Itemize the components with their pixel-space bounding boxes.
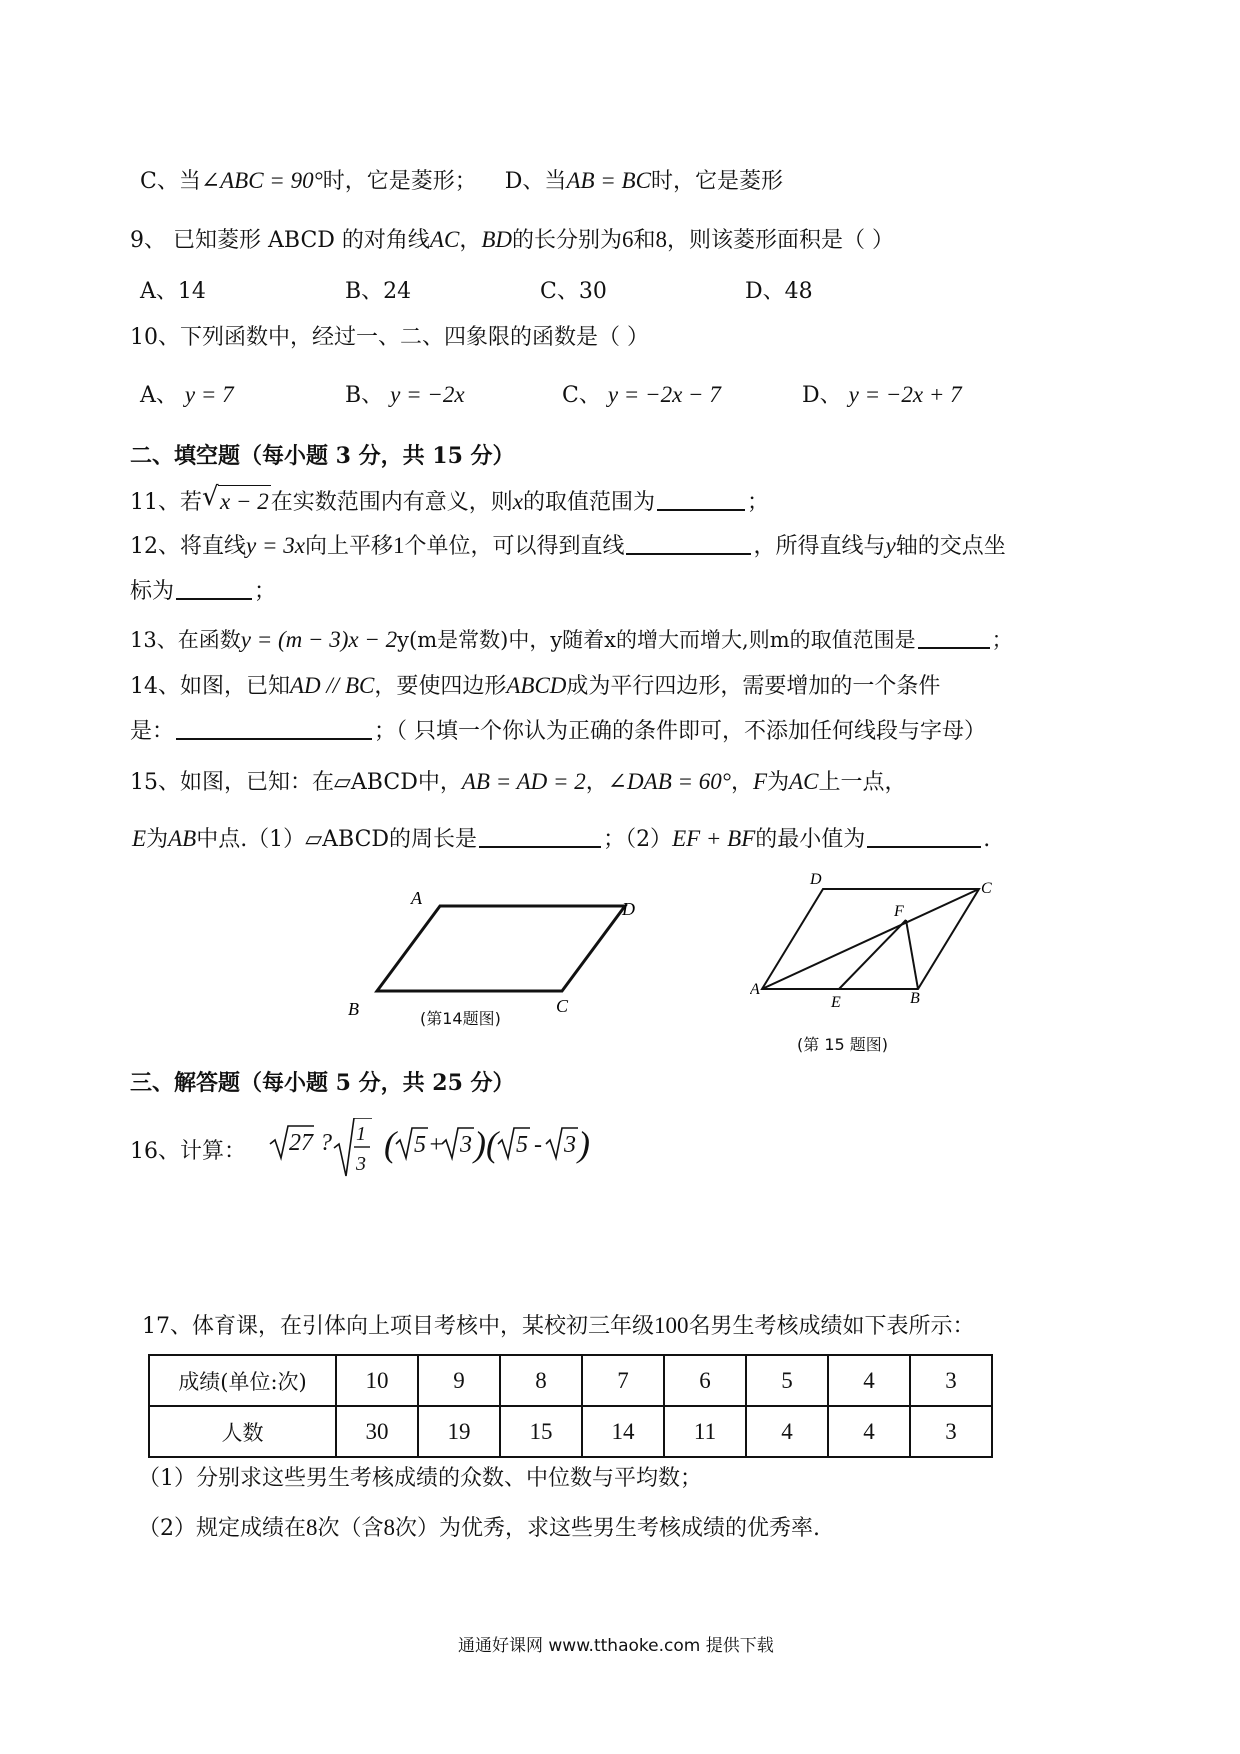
q17-p2-n1: 8: [306, 1515, 318, 1540]
q12-expr: y = 3x: [246, 533, 305, 558]
q11-mid: 在实数范围内有意义，则: [270, 490, 513, 515]
q12-line2-b: ；: [254, 579, 277, 604]
q12-answer-blank-1[interactable]: [626, 531, 751, 555]
q15-c: ，: [585, 770, 608, 795]
q10-a-label: A、: [140, 383, 178, 408]
q17-n100: 100: [654, 1313, 689, 1338]
section-2-heading: 二、填空题（每小题 3 分，共 15 分）: [130, 443, 515, 469]
fig15-label-e: E: [831, 994, 841, 1011]
q15-f: F: [753, 769, 768, 794]
q13-end: ；: [991, 628, 1013, 652]
q14: [130, 670, 940, 703]
section-3-heading: 三、解答题（每小题 5 分，共 25 分）: [130, 1070, 515, 1096]
q12: [130, 530, 1006, 563]
q9-option-c: C、30: [540, 279, 607, 304]
fig14-label-b: B: [348, 999, 359, 1019]
q9-stem-b: 的长分别为: [512, 228, 623, 253]
fig15-caption: (第 15 题图): [797, 1035, 889, 1054]
q10-stem: 10、下列函数中，经过一、二、四象限的函数是（ ）: [130, 325, 649, 350]
fig14-label-d: D: [622, 899, 635, 919]
q14-line2-b: ；（ 只填一个你认为正确的条件即可，不添加任何线段与字母）: [374, 719, 987, 744]
q14-expr: AD // BC: [290, 673, 375, 698]
q12-n1: 1: [392, 533, 405, 558]
figure-15-parallelogram: [750, 868, 1010, 1018]
q15-parallelogram: ▱ABCD: [334, 770, 418, 795]
q9-bd: BD: [481, 227, 512, 252]
q8-c-expr: ∠ABC = 90°: [200, 168, 323, 193]
q17-p2-n2: 8: [383, 1515, 396, 1540]
q16-frac-num: 1: [356, 1123, 366, 1145]
q17-stem-a: 17、体育课，在引体向上项目考核中，某校初三年级: [142, 1314, 654, 1339]
q8-c-prefix: C、当: [140, 169, 201, 194]
q10-a-expr: y = 7: [184, 382, 234, 407]
q10-d-expr: y = −2x + 7: [848, 382, 962, 407]
q15-d: ，: [730, 770, 753, 795]
q12-answer-blank-2[interactable]: [176, 576, 252, 600]
q14-b: ，要使四边形: [374, 674, 507, 699]
table-cell: 4: [828, 1355, 910, 1406]
q10-option-d: [802, 379, 962, 412]
svg-text:(: (: [486, 1124, 498, 1164]
q9-n6: 6: [622, 227, 634, 252]
svg-text:): ): [578, 1124, 590, 1164]
q10-d-label: D、: [802, 383, 842, 408]
q9-option-d: D、48: [745, 279, 813, 304]
q9-option-b: B、24: [345, 279, 412, 304]
q10-option-a: [140, 379, 234, 412]
q10-option-c: [562, 379, 721, 412]
q16-r27: 27: [289, 1130, 313, 1156]
q9-option-a: A、14: [140, 279, 206, 304]
q12-line2: [130, 576, 276, 608]
q16-prefix: 16、计算：: [130, 1139, 246, 1164]
q14-abcd: ABCD: [506, 673, 567, 698]
q15-line2-d: ；（2）: [603, 827, 673, 852]
table-header-count: 人数: [149, 1406, 336, 1457]
table-cell: 10: [336, 1355, 418, 1406]
table-cell: 4: [828, 1406, 910, 1457]
q15-expr-2: ∠DAB = 60°: [607, 769, 731, 794]
q15-e: 为: [767, 770, 790, 795]
q8-d-expr: AB = BC: [566, 168, 651, 193]
q16-r3-b: 3: [564, 1132, 576, 1158]
table-cell: 5: [746, 1355, 828, 1406]
fig15-label-f: F: [894, 903, 904, 920]
q10-option-b: [345, 379, 465, 412]
q8-d-suffix: 时，它是菱形: [650, 169, 783, 194]
q15-prefix: 15、如图，已知：在: [130, 770, 334, 795]
q14-line2: [130, 716, 986, 748]
q15: [130, 766, 906, 799]
q9-stem-c: ，则该菱形面积是（ ）: [667, 228, 895, 253]
table-cell: 6: [664, 1355, 746, 1406]
q9-comma: ，: [459, 228, 482, 253]
q12-c: 个单位，可以得到直线: [404, 534, 625, 559]
fig14-caption: (第14题图): [420, 1009, 501, 1028]
q15-line2-b: 中点.（1）: [196, 827, 306, 852]
table-cell: 19: [418, 1406, 500, 1457]
q16-operator: ?: [320, 1130, 332, 1156]
q8-c-suffix: 时，它是菱形；: [322, 169, 477, 194]
q15-line2-g: .: [983, 827, 991, 852]
q11: [130, 482, 769, 519]
table-cell: 7: [582, 1355, 664, 1406]
q15-line2-e: E: [132, 826, 147, 851]
q10-c-expr: y = −2x − 7: [607, 382, 721, 407]
q10-b-expr: y = −2x: [390, 382, 465, 407]
q14-prefix: 14、如图，已知: [130, 674, 290, 699]
q15-line2-ab: AB: [168, 826, 197, 851]
q11-end: ；: [746, 490, 769, 515]
q16-r5-a: 5: [414, 1132, 426, 1158]
q17-p2-a: （2）规定成绩在: [138, 1516, 306, 1541]
q12-e: 轴的交点坐: [895, 534, 1006, 559]
q11-x: x: [512, 489, 523, 514]
q14-line2-a: 是：: [130, 719, 175, 744]
q8-d-prefix: D、当: [504, 169, 567, 194]
q15-line2-parallelogram: ▱ABCD: [305, 827, 390, 852]
fig15-label-a: A: [750, 981, 760, 998]
table-cell: 4: [746, 1406, 828, 1457]
q8-options: [140, 165, 783, 198]
table-cell: 8: [500, 1355, 582, 1406]
q15-line2-f: 的最小值为: [755, 827, 866, 852]
q12-b: 向上平移: [304, 534, 393, 559]
q9-and: 和: [633, 228, 656, 253]
fig15-label-c: C: [981, 880, 992, 897]
q12-d: ，所得直线与: [753, 534, 886, 559]
q12-line2-a: 标为: [130, 579, 175, 604]
fig14-label-a: A: [411, 888, 422, 908]
q13-mid: y(m是常数)中，y随着x的增大而增大,则m的取值范围是: [397, 628, 916, 652]
table-cell: 30: [336, 1406, 418, 1457]
q11-tail: 的取值范围为: [522, 490, 655, 515]
q15-line2-a: 为: [146, 827, 169, 852]
table-cell: 15: [500, 1406, 582, 1457]
table-cell: 11: [664, 1406, 746, 1457]
table-cell: 3: [910, 1406, 992, 1457]
q16-r3-a: 3: [460, 1132, 472, 1158]
q16-expression: [268, 1118, 608, 1196]
q17-part-2: [138, 1512, 820, 1545]
fig15-label-d: D: [810, 871, 822, 888]
q12-prefix: 12、将直线: [130, 534, 246, 559]
q15-line2: [132, 823, 990, 856]
q10-c-label: C、: [562, 383, 601, 408]
q13-prefix: 13、在函数: [130, 628, 241, 652]
footer-source: 通通好课网 www.tthaoke.com 提供下载: [458, 1636, 774, 1656]
q9-stem: [130, 224, 894, 257]
table-row: [149, 1406, 992, 1457]
q17-part-1: （1）分别求这些男生考核成绩的众数、中位数与平均数；: [138, 1466, 702, 1491]
q17-stem: [142, 1310, 975, 1343]
q16-minus: -: [534, 1132, 542, 1158]
q14-c: 成为平行四边形，需要增加的一个条件: [566, 674, 941, 699]
q13-answer-blank[interactable]: [918, 625, 990, 649]
q17-p2-c: 次）为优秀，求这些男生考核成绩的优秀率.: [395, 1516, 821, 1541]
svg-text:(: (: [384, 1124, 396, 1164]
q13-expr: y = (m − 3)x − 2: [240, 627, 398, 652]
table-cell: 14: [582, 1406, 664, 1457]
q16-plus: +: [428, 1132, 445, 1158]
q11-answer-blank[interactable]: [657, 487, 745, 511]
fig14-label-c: C: [556, 996, 569, 1016]
q15-line2-c: 的周长是: [389, 827, 478, 852]
q11-radicand: x − 2: [218, 485, 271, 518]
q17-score-table: [148, 1354, 993, 1458]
fig15-label-b: B: [910, 990, 920, 1007]
q15-b: 中，: [417, 770, 462, 795]
q15-expr-1: AB = AD = 2: [461, 769, 586, 794]
q10-b-label: B、: [345, 383, 384, 408]
q15-line2-expr: EF + BF: [672, 826, 756, 851]
q9-stem-a: 9、 已知菱形 ABCD 的对角线: [130, 228, 430, 253]
q16-r5-b: 5: [516, 1132, 528, 1158]
q11-sqrt: √ x − 2: [202, 485, 271, 519]
svg-text:): ): [474, 1124, 486, 1164]
table-cell: 9: [418, 1355, 500, 1406]
q17-p2-b: 次（含: [317, 1516, 384, 1541]
q15-g: 上一点，: [818, 770, 907, 795]
q16-frac-den: 3: [356, 1153, 366, 1175]
q11-prefix: 11、若: [130, 490, 202, 515]
q9-n8: 8: [655, 227, 668, 252]
table-row: [149, 1355, 992, 1406]
q17-stem-b: 名男生考核成绩如下表所示：: [688, 1314, 975, 1339]
q14-answer-blank[interactable]: [176, 716, 372, 740]
table-header-score: 成绩(单位:次): [149, 1355, 336, 1406]
q16: [130, 1136, 246, 1168]
table-cell: 3: [910, 1355, 992, 1406]
q15-answer-blank-1[interactable]: [479, 824, 601, 848]
q13: [130, 624, 1013, 656]
q15-answer-blank-2[interactable]: [867, 824, 981, 848]
q12-y: y: [885, 533, 896, 558]
q9-ac: AC: [429, 227, 460, 252]
q15-ac: AC: [789, 769, 819, 794]
